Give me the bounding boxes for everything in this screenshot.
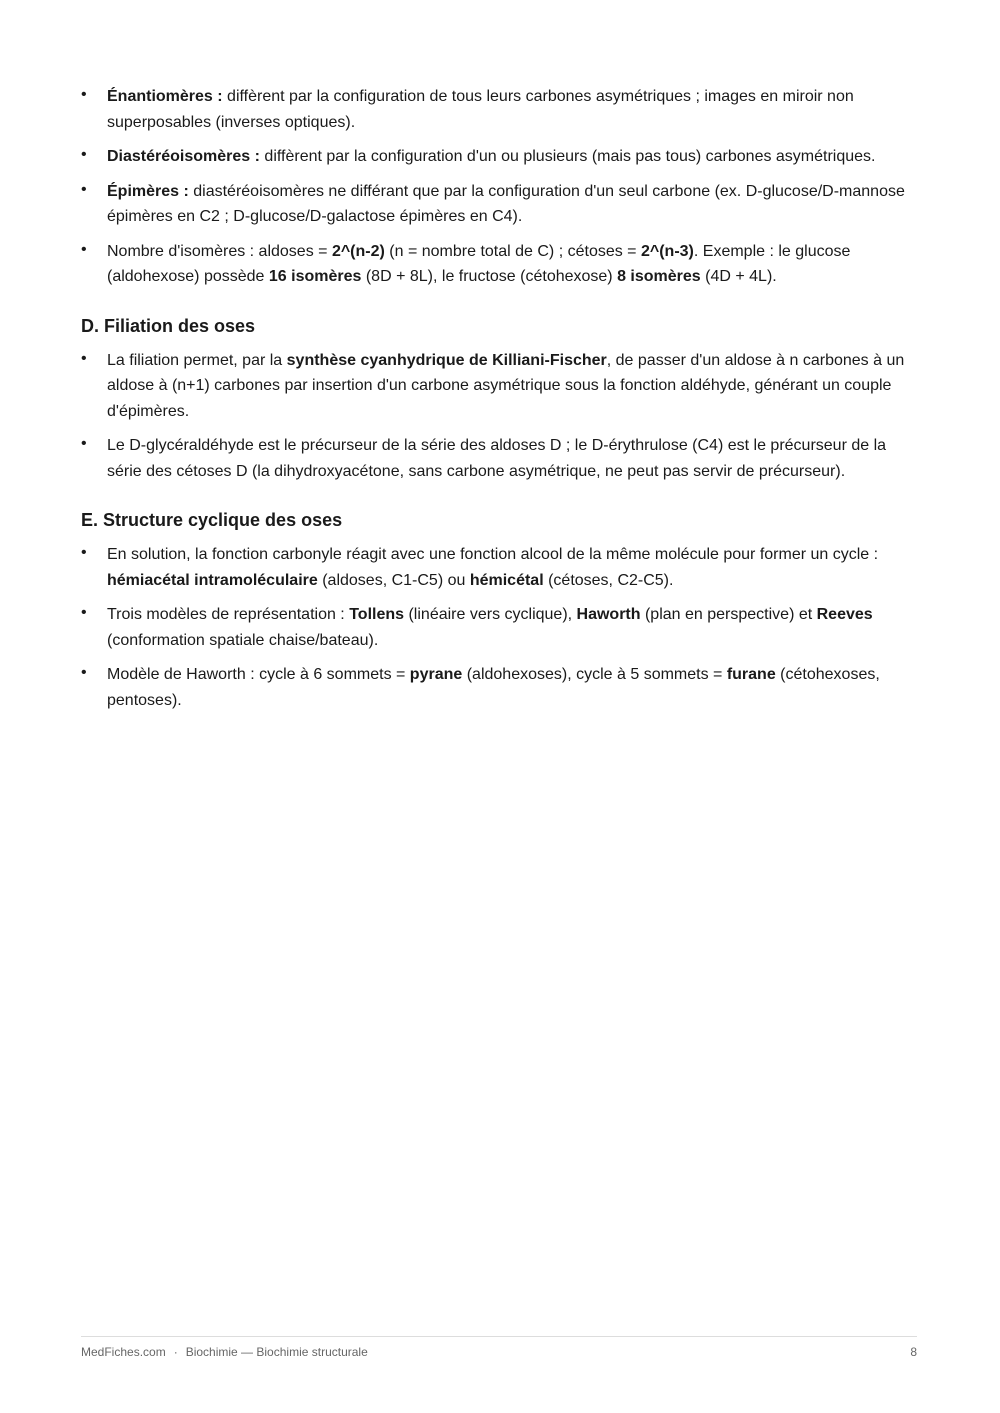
item-text: (8D + 8L), le fructose (cétohexose) xyxy=(361,268,618,285)
item-text: diastéréoisomères ne différant que par la configuration d'un seul carbone (ex. D-glucose/D-mannose épimères en C2 ; D-glucose/D-galactose épimères en C4). xyxy=(107,182,905,225)
section-heading-cyclic-structure: E. Structure cyclique des oses xyxy=(81,510,343,530)
formula-bold: 2^(n-3) xyxy=(640,242,694,260)
bullet-icon: • xyxy=(81,664,87,681)
item-text: La filiation permet, par la xyxy=(107,351,287,369)
bullet-icon: • xyxy=(81,604,87,621)
formula-bold: 2^(n-2) xyxy=(331,242,385,260)
bullet-icon: • xyxy=(81,240,87,258)
cyclic-bullet-list xyxy=(81,542,917,713)
bullet-icon: • xyxy=(81,86,87,103)
item-text: (plan en perspective) et xyxy=(640,606,817,623)
isomer-bullet-list xyxy=(81,84,917,290)
filiation-bullet-list xyxy=(81,348,917,485)
term-bold: hémiacétal intramoléculaire xyxy=(107,571,318,589)
term-bold: pyrane xyxy=(409,666,463,683)
list-item xyxy=(81,239,917,290)
item-text: diffèrent par la configuration d'un ou plusieurs (mais pas tous) carbones asymétriques. xyxy=(259,148,876,165)
bullet-icon: • xyxy=(81,435,87,452)
item-text: diffèrent par la configuration de tous leurs carbones asymétriques ; images en miroir non superposables (inverses optiques). xyxy=(107,88,854,131)
term-bold: Haworth xyxy=(576,606,641,623)
list-item xyxy=(81,602,917,653)
list-item xyxy=(81,433,917,484)
item-text: (aldoses, C1-C5) ou xyxy=(317,571,470,589)
item-text: Nombre d'isomères : aldoses = xyxy=(107,242,332,260)
section-heading-filiation: D. Filiation des oses xyxy=(81,315,256,336)
footer-site-name: MedFiches.com xyxy=(81,1345,166,1359)
item-text: (4D + 4L). xyxy=(700,268,777,285)
term-bold: furane xyxy=(726,666,776,683)
item-text: , de passer d'un aldose à n carbones à un aldose à (n+1) carbones par insertion d'un carbone asymétrique sous la fonction aldéhyde, générant un couple d'épimères. xyxy=(107,351,905,420)
page-footer xyxy=(81,1336,917,1359)
bullet-icon: • xyxy=(81,349,87,367)
footer-separator: · xyxy=(173,1345,178,1359)
item-text: (n = nombre total de C) ; cétoses = xyxy=(384,242,641,260)
term-bold: Tollens xyxy=(349,606,405,623)
item-text: Le D-glycéraldéhyde est le précurseur de la série des aldoses D ; le D-érythrulose (C4) est le précurseur de la série des cétoses D (la dihydroxyacétone, sans carbone asymétrique, ne peut pas servir de précurseur). xyxy=(107,437,887,480)
item-text: (cétoses, C2-C5). xyxy=(543,571,674,589)
term-bold: Diastéréoisomères : xyxy=(107,148,260,165)
list-item xyxy=(81,179,917,230)
item-text: Trois modèles de représentation : xyxy=(107,606,350,623)
item-text: (cétohexoses, pentoses). xyxy=(107,666,880,709)
term-bold: synthèse cyanhydrique de Killiani-Fischer xyxy=(286,351,607,369)
count-bold: 16 isomères xyxy=(268,268,362,285)
item-text: (linéaire vers cyclique), xyxy=(404,606,577,623)
item-text: (aldohexoses), cycle à 5 sommets = xyxy=(462,666,727,683)
bullet-icon: • xyxy=(81,146,87,163)
term-bold: Énantiomères : xyxy=(107,88,223,105)
list-item xyxy=(81,84,917,135)
footer-left xyxy=(81,1345,368,1359)
item-text: En solution, la fonction carbonyle réagit avec une fonction alcool de la même molécule pour former un cycle : xyxy=(107,546,879,563)
list-item xyxy=(81,348,917,425)
term-bold: Reeves xyxy=(816,606,873,623)
page-number: 8 xyxy=(910,1345,917,1359)
term-bold: Épimères : xyxy=(107,182,189,200)
count-bold: 8 isomères xyxy=(617,268,701,285)
list-item xyxy=(81,542,917,593)
page-content xyxy=(81,84,917,722)
footer-subject: Biochimie — Biochimie structurale xyxy=(185,1345,368,1359)
item-text: Modèle de Haworth : cycle à 6 sommets = xyxy=(107,666,410,683)
item-text: . Exemple : le glucose (aldohexose) possède xyxy=(107,242,851,285)
bullet-icon: • xyxy=(81,544,87,561)
list-item xyxy=(81,662,917,713)
term-bold: hémicétal xyxy=(469,571,544,589)
item-text: (conformation spatiale chaise/bateau). xyxy=(107,631,379,649)
list-item xyxy=(81,144,917,170)
bullet-icon: • xyxy=(81,180,87,198)
